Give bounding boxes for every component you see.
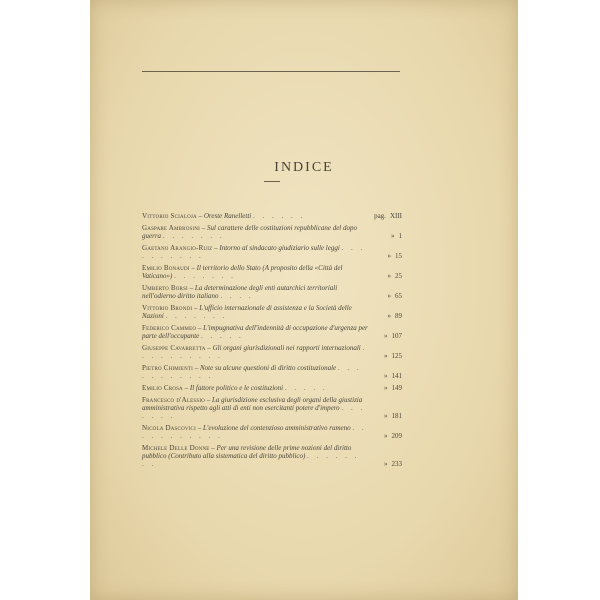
toc-page-prefix: pag. bbox=[374, 212, 386, 220]
toc-entry-text bbox=[142, 424, 402, 440]
toc-page-number bbox=[368, 460, 402, 468]
toc-author: Michele Delle Donne bbox=[142, 444, 210, 452]
toc-leader-dots: . . . . . . . . bbox=[142, 452, 360, 468]
toc-entry bbox=[142, 444, 402, 468]
toc-page-number bbox=[368, 412, 402, 420]
toc-separator: – bbox=[182, 384, 190, 392]
toc-leader-dots: . . . . . . . . . . . bbox=[142, 424, 367, 440]
index-heading: INDICE bbox=[274, 160, 334, 175]
toc-entry-text bbox=[142, 244, 402, 260]
toc-author: Gaetano Arangio-Ruiz bbox=[142, 244, 213, 252]
toc-title: L'impugnativa dell'indennità di occupazione d'urgenza per parte dell'occupante bbox=[142, 324, 368, 340]
toc-page-number bbox=[368, 312, 402, 320]
toc-title: Note su alcune questioni di diritto costituzionale bbox=[200, 364, 337, 372]
toc-page-number bbox=[368, 384, 402, 392]
toc-title: L'ufficio internazionale di assistenza e la Società delle Nazioni bbox=[142, 304, 352, 320]
toc-page-prefix: » bbox=[387, 252, 391, 260]
toc-leader-dots: . . . . . . . bbox=[162, 232, 225, 240]
toc-page-value: 107 bbox=[391, 332, 402, 340]
toc-page-value: 89 bbox=[395, 312, 402, 320]
toc-separator: – bbox=[212, 244, 220, 252]
toc-page-value: 15 bbox=[395, 252, 402, 260]
toc-page-number bbox=[368, 252, 402, 260]
toc-page-value: 141 bbox=[391, 372, 402, 380]
toc-page-prefix: » bbox=[387, 312, 391, 320]
toc-entry bbox=[142, 424, 402, 440]
toc-entry bbox=[142, 212, 402, 220]
toc-page-prefix: » bbox=[384, 460, 388, 468]
toc-entry-text bbox=[142, 284, 402, 300]
toc-leader-dots: . . . . . . . . . . . bbox=[142, 364, 362, 380]
toc-author: Pietro Chimienti bbox=[142, 364, 194, 372]
toc-leader-dots: . . . . . . . . . . bbox=[142, 344, 368, 360]
book-page bbox=[90, 0, 518, 600]
toc-separator: – bbox=[205, 396, 212, 404]
toc-leader-dots: . . . . . . bbox=[252, 212, 306, 220]
toc-separator: – bbox=[187, 284, 195, 292]
toc-author: Federico Cammeo bbox=[142, 324, 197, 332]
toc-page-number bbox=[368, 232, 402, 240]
toc-entry bbox=[142, 324, 402, 340]
toc-title: La giurisdizione esclusiva degli organi della giustizia amministrativa rispetto agli atti di enti non esercitanti potere d'impero bbox=[142, 396, 363, 412]
toc-title: Intorno al sindacato giudiziario sulle leggi bbox=[219, 244, 340, 252]
toc-entry bbox=[142, 224, 402, 240]
toc-separator: – bbox=[193, 364, 201, 372]
toc-page-prefix: » bbox=[387, 292, 391, 300]
toc-separator: – bbox=[205, 344, 213, 352]
toc-page-prefix: » bbox=[384, 412, 388, 420]
toc-entry-text bbox=[142, 444, 402, 468]
toc-leader-dots: . . . . . . . bbox=[142, 404, 366, 420]
table-of-contents bbox=[142, 212, 402, 472]
toc-title: Gli organi giurisdizionali nei rapporti internazionali bbox=[212, 344, 361, 352]
toc-page-prefix: » bbox=[384, 384, 388, 392]
toc-leader-dots: . . . . . bbox=[201, 332, 244, 340]
toc-separator: – bbox=[209, 444, 217, 452]
toc-page-value: 25 bbox=[395, 272, 402, 280]
toc-title: La determinazione degli enti autarchici territoriali nell'odierno diritto italiano bbox=[142, 284, 338, 300]
toc-entry bbox=[142, 396, 402, 420]
toc-author: Francesco d'Alessio bbox=[142, 396, 205, 404]
toc-leader-dots: . . . . . . . bbox=[165, 312, 228, 320]
toc-separator: – bbox=[195, 424, 203, 432]
toc-page-number bbox=[368, 292, 402, 300]
toc-page-number bbox=[368, 372, 402, 380]
toc-title: Oreste Ranelletti bbox=[203, 212, 252, 220]
toc-entry bbox=[142, 304, 402, 320]
toc-page-value: 1 bbox=[398, 232, 402, 240]
heading-rule bbox=[264, 181, 280, 182]
toc-page-value: 65 bbox=[395, 292, 402, 300]
toc-author: Emilio Bonaudi bbox=[142, 264, 190, 272]
toc-page-value: 209 bbox=[391, 432, 402, 440]
toc-separator: – bbox=[192, 304, 200, 312]
toc-entry bbox=[142, 344, 402, 360]
toc-entry bbox=[142, 284, 402, 300]
toc-separator: – bbox=[200, 224, 208, 232]
toc-title: Il fattore politico e le costituzioni bbox=[189, 384, 284, 392]
toc-title: Per una revisione delle prime nozioni del diritto pubblico (Contributo alla sistematica del diritto pubblico) bbox=[142, 444, 352, 460]
toc-entry-text bbox=[142, 364, 402, 380]
toc-leader-dots: . . . . . . . . . . bbox=[142, 244, 366, 260]
toc-page-value: 149 bbox=[391, 384, 402, 392]
toc-entry-text bbox=[142, 324, 402, 340]
toc-page-prefix: » bbox=[384, 352, 388, 360]
toc-author: Nicola Dascovici bbox=[142, 424, 196, 432]
toc-page-prefix: » bbox=[387, 272, 391, 280]
toc-page-prefix: » bbox=[384, 372, 388, 380]
toc-entry-text bbox=[142, 304, 402, 320]
toc-author: Giuseppe Cavarretta bbox=[142, 344, 206, 352]
toc-entry bbox=[142, 364, 402, 380]
toc-author: Vittorio Brondi bbox=[142, 304, 193, 312]
toc-page-number bbox=[368, 352, 402, 360]
toc-title: Sul carattere delle costituzioni repubblicane del dopo guerra bbox=[142, 224, 357, 240]
toc-separator: – bbox=[196, 212, 204, 220]
toc-page-prefix: » bbox=[384, 332, 388, 340]
toc-page-number bbox=[368, 212, 402, 220]
toc-author: Gaspare Ambrosini bbox=[142, 224, 201, 232]
toc-leader-dots: . . . . . bbox=[284, 384, 328, 392]
toc-entry-text bbox=[142, 396, 402, 420]
toc-separator: – bbox=[196, 324, 204, 332]
toc-page-prefix: » bbox=[384, 432, 388, 440]
toc-author: Emilio Crosa bbox=[142, 384, 183, 392]
toc-page-value: XIII bbox=[389, 212, 402, 220]
toc-author: Vittorio Scialoja bbox=[142, 212, 197, 220]
top-rule bbox=[142, 71, 400, 72]
toc-entry bbox=[142, 384, 402, 392]
toc-entry-text bbox=[142, 264, 402, 280]
toc-leader-dots: . . . . . . . bbox=[174, 272, 236, 280]
toc-author: Umberto Borsi bbox=[142, 284, 188, 292]
toc-entry-text bbox=[142, 344, 402, 360]
toc-title: L'evoluzione del contenzioso amministrativo rumeno bbox=[202, 424, 351, 432]
toc-page-number bbox=[368, 332, 402, 340]
toc-page-value: 181 bbox=[391, 412, 402, 420]
toc-leader-dots: . . . . bbox=[220, 292, 254, 300]
toc-page-value: 125 bbox=[391, 352, 402, 360]
toc-page-value: 233 bbox=[391, 460, 402, 468]
toc-entry bbox=[142, 244, 402, 260]
toc-page-prefix: » bbox=[391, 232, 395, 240]
toc-entry-text bbox=[142, 224, 402, 240]
toc-entry bbox=[142, 264, 402, 280]
toc-entry-text bbox=[142, 212, 402, 220]
toc-title: Il territorio dello Stato (A proposito della «Città del Vaticano») bbox=[142, 264, 343, 280]
toc-page-number bbox=[368, 272, 402, 280]
toc-entry-text bbox=[142, 384, 402, 392]
toc-page-number bbox=[368, 432, 402, 440]
toc-separator: – bbox=[189, 264, 197, 272]
